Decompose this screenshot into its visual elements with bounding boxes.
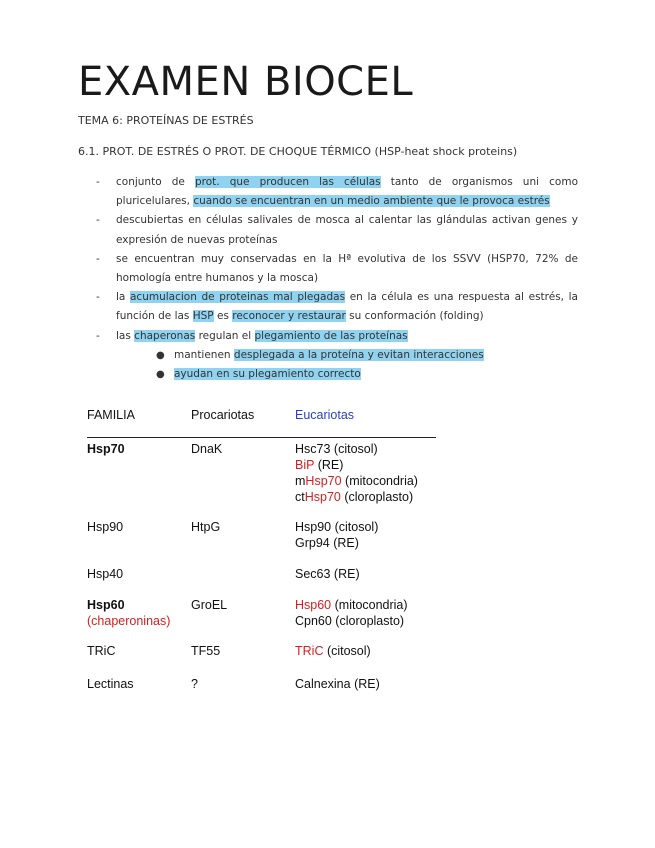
text-run: Hsc73 (citosol) <box>295 442 378 456</box>
highlighted-text: reconocer y restaurar <box>232 310 346 323</box>
section-heading: 6.1. PROT. DE ESTRÉS O PROT. DE CHOQUE TÉRMICO (HSP-heat shock proteins) <box>78 145 518 158</box>
eucariotas-line <box>295 676 380 692</box>
red-text: Hsp70 <box>304 490 341 504</box>
procariotas-cell: ? <box>191 677 198 691</box>
red-text: BiP <box>295 458 315 472</box>
text-run: descubiertas en células salivales de mosca al calentar las glándulas activan genes y expresión de nuevas proteínas <box>116 214 578 246</box>
list-item <box>96 250 578 288</box>
text-run: (mitocondria) <box>341 474 418 488</box>
familia-cell: TRiC <box>87 644 116 658</box>
column-header-familia: FAMILIA <box>87 408 135 422</box>
highlighted-text: HSP <box>192 310 214 323</box>
text-run: tanto de organismos uni como pluricelulares, <box>116 176 579 208</box>
text-run: m <box>295 474 306 488</box>
procariotas-cell: DnaK <box>191 442 223 456</box>
text-run: regulan el <box>195 329 255 342</box>
eucariotas-line <box>295 457 418 473</box>
text-run: se encuentran muy conservadas en la Hª evolutiva de los SSVV (HSP70, 72% de homología entre humanos y la mosca) <box>116 252 578 285</box>
highlighted-text: prot. que producen las células <box>194 176 381 188</box>
eucariotas-line <box>295 489 418 505</box>
sub-bullet-list <box>116 346 578 384</box>
familia-cell: Hsp40 <box>87 567 124 581</box>
list-item <box>96 288 578 326</box>
sub-list-item <box>154 346 578 365</box>
text-run: en la célula es una respuesta al estrés, la función de las <box>116 291 578 323</box>
list-item <box>96 173 578 211</box>
eucariotas-line <box>295 597 408 613</box>
text-run: Calnexina (RE) <box>295 677 380 691</box>
eucariotas-line <box>295 535 378 551</box>
familia-cell: Hsp90 <box>87 520 124 534</box>
dash-marker: - <box>96 214 100 227</box>
text-run: conjunto de <box>116 176 195 188</box>
header-divider <box>87 437 436 438</box>
text-run: (mitocondria) <box>331 598 408 612</box>
eucariotas-cell <box>295 441 418 505</box>
text-run: la <box>116 291 130 304</box>
dash-marker: - <box>96 329 100 342</box>
text-run: (cloroplasto) <box>340 490 414 504</box>
eucariotas-cell <box>295 643 371 659</box>
eucariotas-line <box>295 613 408 629</box>
bullet-dot-icon: ● <box>156 369 165 381</box>
sub-list-item <box>154 365 578 384</box>
list-item <box>96 327 578 385</box>
eucariotas-cell <box>295 676 380 692</box>
red-text: Hsp60 <box>295 598 332 612</box>
eucariotas-line <box>295 519 378 535</box>
text-run: Cpn60 (cloroplasto) <box>295 614 405 628</box>
text-run: es <box>213 310 233 323</box>
column-header-eucariotas: Eucariotas <box>295 408 355 422</box>
procariotas-cell: GroEL <box>191 598 228 612</box>
text-run: Grp94 (RE) <box>295 536 359 550</box>
text-run: Hsp90 (citosol) <box>295 520 379 534</box>
list-item <box>96 211 578 249</box>
topic-subtitle: TEMA 6: PROTEÍNAS DE ESTRÉS <box>78 114 254 127</box>
red-text: Hsp70 <box>305 474 342 488</box>
text-run: Sec63 (RE) <box>295 567 360 581</box>
familia-note: (chaperoninas) <box>87 614 171 628</box>
eucariotas-line <box>295 643 371 659</box>
familia-cell: Lectinas <box>87 677 134 691</box>
highlighted-text: cuando se encuentran en un medio ambiente que le provoca estrés <box>193 195 550 208</box>
dash-marker: - <box>96 176 100 188</box>
dash-marker: - <box>96 291 100 304</box>
eucariotas-line <box>295 473 418 489</box>
familia-cell <box>87 597 170 629</box>
highlighted-text: ayudan en su plegamiento correcto <box>174 368 361 381</box>
highlighted-text: chaperonas <box>134 329 196 342</box>
procariotas-cell: TF55 <box>191 644 221 658</box>
text-run: ct <box>295 490 305 504</box>
text-run: mantienen <box>174 348 234 361</box>
procariotas-cell: HtpG <box>191 520 221 534</box>
eucariotas-line <box>295 566 360 582</box>
highlighted-text: desplegada a la proteína y evitan interacciones <box>233 348 484 361</box>
red-text: TRiC <box>295 644 324 658</box>
highlighted-text: plegamiento de las proteínas <box>254 329 408 342</box>
familia-name: Hsp60 <box>87 598 125 612</box>
eucariotas-cell <box>295 566 360 582</box>
text-run: las <box>116 329 135 342</box>
text-run: (citosol) <box>323 644 371 658</box>
highlighted-text: acumulacion de proteinas mal plegadas <box>130 291 346 304</box>
bullet-list <box>96 173 578 384</box>
column-header-procariotas: Procariotas <box>191 408 255 422</box>
dash-marker: - <box>96 252 100 265</box>
eucariotas-cell <box>295 597 408 629</box>
eucariotas-line <box>295 441 418 457</box>
text-run: su conformación (folding) <box>345 310 484 323</box>
text-run: (RE) <box>314 458 344 472</box>
page-title: EXAMEN BIOCEL <box>78 59 414 105</box>
bullet-dot-icon: ● <box>156 349 165 361</box>
eucariotas-cell <box>295 519 378 551</box>
familia-cell: Hsp70 <box>87 442 125 456</box>
